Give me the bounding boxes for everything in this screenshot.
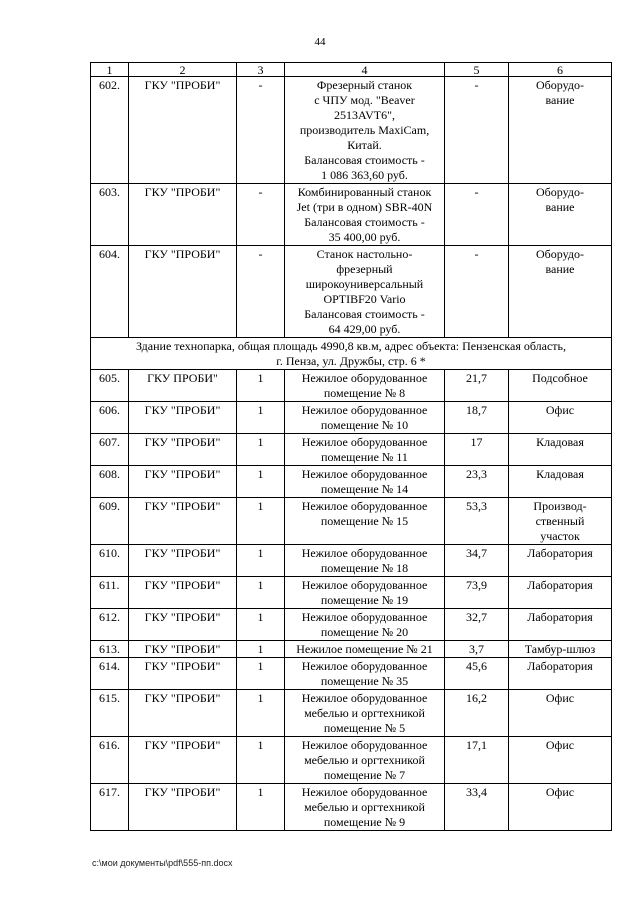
area-cell: - [445,184,509,246]
purpose-cell: Офис [509,402,612,434]
header-cell: 3 [237,63,285,77]
purpose-cell: Кладовая [509,434,612,466]
area-cell: 53,3 [445,498,509,545]
description-cell: Нежилое оборудованное помещение № 10 [285,402,445,434]
area-cell: 21,7 [445,370,509,402]
table-row [91,402,612,434]
area-cell: 45,6 [445,658,509,690]
area-cell: 32,7 [445,609,509,641]
organization-cell: ГКУ "ПРОБИ" [129,498,237,545]
row-number-cell: 604. [91,246,129,338]
row-number-cell: 616. [91,737,129,784]
section-heading: Здание технопарка, общая площадь 4990,8 кв.м, адрес объекта: Пензенская область, г. Пенза, ул. Дружбы, стр. 6 * [91,338,612,370]
description-cell: Фрезерный станок с ЧПУ мод. "Beaver 2513AVT6", производитель MaxiCam, Китай. Балансовая стоимость - 1 086 363,60 руб. [285,77,445,184]
organization-cell: ГКУ "ПРОБИ" [129,737,237,784]
table-row [91,498,612,545]
area-cell: 34,7 [445,545,509,577]
purpose-cell: Оборудо- вание [509,246,612,338]
table-row [91,609,612,641]
quantity-cell: - [237,246,285,338]
area-cell: - [445,246,509,338]
quantity-cell: 1 [237,434,285,466]
row-number-cell: 611. [91,577,129,609]
quantity-cell: 1 [237,609,285,641]
table-row [91,658,612,690]
header-cell: 2 [129,63,237,77]
table-row [91,184,612,246]
row-number-cell: 606. [91,402,129,434]
purpose-cell: Подсобное [509,370,612,402]
area-cell: 23,3 [445,466,509,498]
quantity-cell: 1 [237,370,285,402]
file-path-footer: c:\мои документы\pdf\555-пп.docx [92,858,233,868]
quantity-cell: 1 [237,641,285,658]
row-number-cell: 612. [91,609,129,641]
description-cell: Нежилое оборудованное мебелью и оргтехникой помещение № 7 [285,737,445,784]
header-cell: 1 [91,63,129,77]
description-cell: Нежилое оборудованное помещение № 11 [285,434,445,466]
table-row [91,737,612,784]
header-cell: 6 [509,63,612,77]
description-cell: Нежилое помещение № 21 [285,641,445,658]
row-number-cell: 613. [91,641,129,658]
quantity-cell: - [237,77,285,184]
purpose-cell: Офис [509,690,612,737]
organization-cell: ГКУ "ПРОБИ" [129,784,237,831]
description-cell: Нежилое оборудованное мебелью и оргтехникой помещение № 5 [285,690,445,737]
area-cell: 16,2 [445,690,509,737]
row-number-cell: 607. [91,434,129,466]
table-row [91,77,612,184]
quantity-cell: 1 [237,690,285,737]
purpose-cell: Оборудо- вание [509,184,612,246]
quantity-cell: 1 [237,498,285,545]
row-number-cell: 603. [91,184,129,246]
purpose-cell: Оборудо- вание [509,77,612,184]
description-cell: Нежилое оборудованное помещение № 15 [285,498,445,545]
table-row [91,246,612,338]
quantity-cell: 1 [237,577,285,609]
table-row [91,370,612,402]
organization-cell: ГКУ "ПРОБИ" [129,466,237,498]
description-cell: Нежилое оборудованное помещение № 18 [285,545,445,577]
description-cell: Нежилое оборудованное помещение № 20 [285,609,445,641]
purpose-cell: Лаборатория [509,609,612,641]
organization-cell: ГКУ "ПРОБИ" [129,184,237,246]
organization-cell: ГКУ "ПРОБИ" [129,77,237,184]
quantity-cell: 1 [237,402,285,434]
quantity-cell: 1 [237,737,285,784]
table-row [91,690,612,737]
purpose-cell: Лаборатория [509,577,612,609]
header-cell: 5 [445,63,509,77]
table-row [91,784,612,831]
row-number-cell: 614. [91,658,129,690]
table-row [91,641,612,658]
table-row [91,466,612,498]
organization-cell: ГКУ "ПРОБИ" [129,434,237,466]
organization-cell: ГКУ ПРОБИ" [129,370,237,402]
row-number-cell: 617. [91,784,129,831]
table-body [91,63,612,831]
quantity-cell: 1 [237,545,285,577]
table-row [91,434,612,466]
quantity-cell: 1 [237,658,285,690]
row-number-cell: 615. [91,690,129,737]
purpose-cell: Лаборатория [509,658,612,690]
table-row [91,545,612,577]
purpose-cell: Офис [509,784,612,831]
organization-cell: ГКУ "ПРОБИ" [129,690,237,737]
organization-cell: ГКУ "ПРОБИ" [129,641,237,658]
organization-cell: ГКУ "ПРОБИ" [129,609,237,641]
header-row [91,63,612,77]
purpose-cell: Кладовая [509,466,612,498]
area-cell: 18,7 [445,402,509,434]
quantity-cell: 1 [237,466,285,498]
quantity-cell: - [237,184,285,246]
organization-cell: ГКУ "ПРОБИ" [129,545,237,577]
row-number-cell: 602. [91,77,129,184]
table-row [91,577,612,609]
purpose-cell: Лаборатория [509,545,612,577]
organization-cell: ГКУ "ПРОБИ" [129,246,237,338]
organization-cell: ГКУ "ПРОБИ" [129,577,237,609]
area-cell: 17 [445,434,509,466]
description-cell: Нежилое оборудованное помещение № 35 [285,658,445,690]
description-cell: Нежилое оборудованное помещение № 8 [285,370,445,402]
page-number: 44 [314,36,326,48]
description-cell: Комбинированный станок Jet (три в одном) SBR-40N Балансовая стоимость - 35 400,00 руб. [285,184,445,246]
purpose-cell: Тамбур-шлюз [509,641,612,658]
section-row [91,338,612,370]
area-cell: 3,7 [445,641,509,658]
row-number-cell: 609. [91,498,129,545]
organization-cell: ГКУ "ПРОБИ" [129,402,237,434]
area-cell: 73,9 [445,577,509,609]
description-cell: Нежилое оборудованное помещение № 19 [285,577,445,609]
description-cell: Нежилое оборудованное мебелью и оргтехникой помещение № 9 [285,784,445,831]
row-number-cell: 610. [91,545,129,577]
property-table [90,62,612,831]
row-number-cell: 608. [91,466,129,498]
header-cell: 4 [285,63,445,77]
organization-cell: ГКУ "ПРОБИ" [129,658,237,690]
area-cell: 17,1 [445,737,509,784]
purpose-cell: Производ- ственный участок [509,498,612,545]
purpose-cell: Офис [509,737,612,784]
description-cell: Нежилое оборудованное помещение № 14 [285,466,445,498]
row-number-cell: 605. [91,370,129,402]
area-cell: 33,4 [445,784,509,831]
area-cell: - [445,77,509,184]
quantity-cell: 1 [237,784,285,831]
description-cell: Станок настольно- фрезерный широкоуниверсальный OPTIBF20 Vario Балансовая стоимость - 64 429,00 руб. [285,246,445,338]
